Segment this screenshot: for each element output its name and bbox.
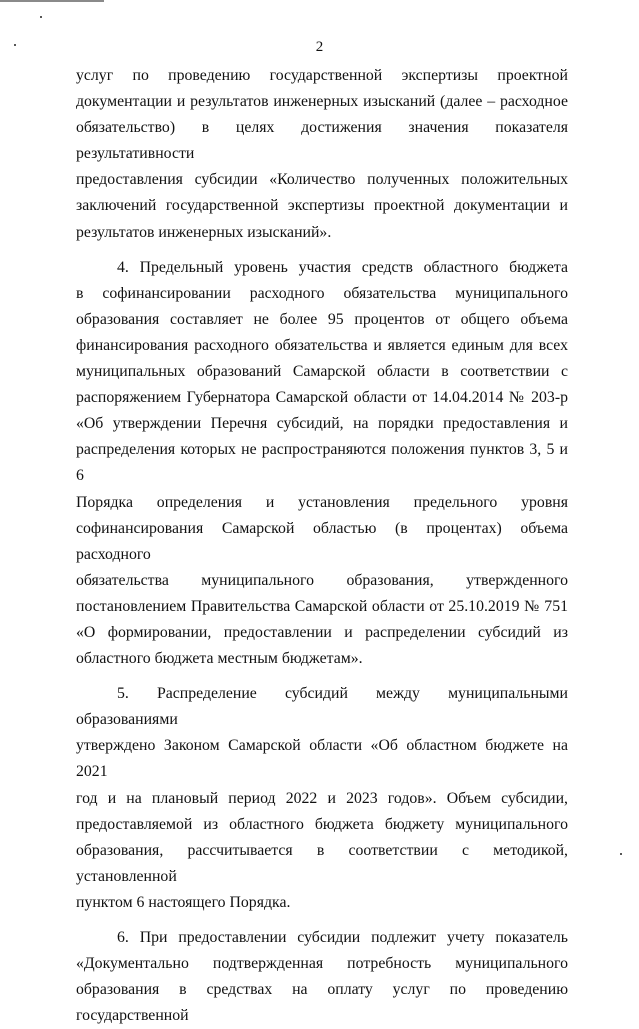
text-line: в софинансировании расходного обязательства муниципального <box>76 284 568 302</box>
text-line: 4. Предельный уровень участия средств областного бюджета <box>117 258 568 276</box>
text-line: распределения которых не распространяются положения пунктов 3, 5 и 6 <box>76 441 568 485</box>
text-line: предоставляемой из областного бюджета бюджету муниципального <box>76 815 568 833</box>
text-line: образования, рассчитывается в соответствии с методикой, установленной <box>76 841 568 885</box>
text-line: постановлением Правительства Самарской области от 25.10.2019 № 751 <box>76 597 568 615</box>
text-line: образования составляет не более 95 процентов от общего объема <box>76 310 568 328</box>
text-line: «О формировании, предоставлении и распределении субсидий из <box>76 623 568 641</box>
page-number: 2 <box>315 39 324 55</box>
text-line: «Документально подтвержденная потребность муниципального <box>76 955 568 973</box>
text-line: результатов инженерных изысканий». <box>76 223 332 241</box>
text-line: финансирования расходного обязательства и является единым для всех <box>76 336 568 354</box>
paragraph-continuation <box>76 63 568 246</box>
text-line: образования в средствах на оплату услуг по проведению государственной <box>76 981 568 1025</box>
text-line: 5. Распределение субсидий между муниципальными образованиями <box>76 685 568 729</box>
paragraph-item-4 <box>76 255 568 673</box>
text-line: Порядка определения и установления предельного уровня <box>76 493 568 511</box>
text-line: обязательство) в целях достижения значения показателя результативности <box>76 119 568 163</box>
text-line: утверждено Законом Самарской области «Об областном бюджете на 2021 <box>76 737 568 781</box>
text-line: документации и результатов инженерных изысканий (далее – расходное <box>76 93 568 111</box>
document-body <box>76 63 568 1029</box>
text-line: предоставления субсидии «Количество полученных положительных <box>76 171 568 189</box>
scan-speck <box>40 16 42 18</box>
scan-edge-mark <box>0 0 104 2</box>
text-line: муниципальных образований Самарской области в соответствии с <box>76 363 568 381</box>
text-line: заключений государственной экспертизы проектной документации и <box>76 197 568 215</box>
scan-speck <box>620 853 622 855</box>
text-line: софинансирования Самарской областью (в процентах) объема расходного <box>76 519 568 563</box>
text-line: год и на плановый период 2022 и 2023 годов». Объем субсидии, <box>76 789 568 807</box>
paragraph-item-5 <box>76 681 568 916</box>
text-line: «Об утверждении Перечня субсидий, на порядки предоставления и <box>76 415 568 433</box>
text-line: услуг по проведению государственной экспертизы проектной <box>76 67 568 84</box>
text-line: обязательства муниципального образования, утвержденного <box>76 571 568 589</box>
paragraph-item-6 <box>76 925 568 1029</box>
text-line: областного бюджета местным бюджетам». <box>76 650 363 668</box>
text-line: распоряжением Губернатора Самарской области от 14.04.2014 № 203-р <box>76 389 568 407</box>
text-line: 6. При предоставлении субсидии подлежит учету показатель <box>117 929 568 946</box>
text-line: пунктом 6 настоящего Порядка. <box>76 893 291 911</box>
